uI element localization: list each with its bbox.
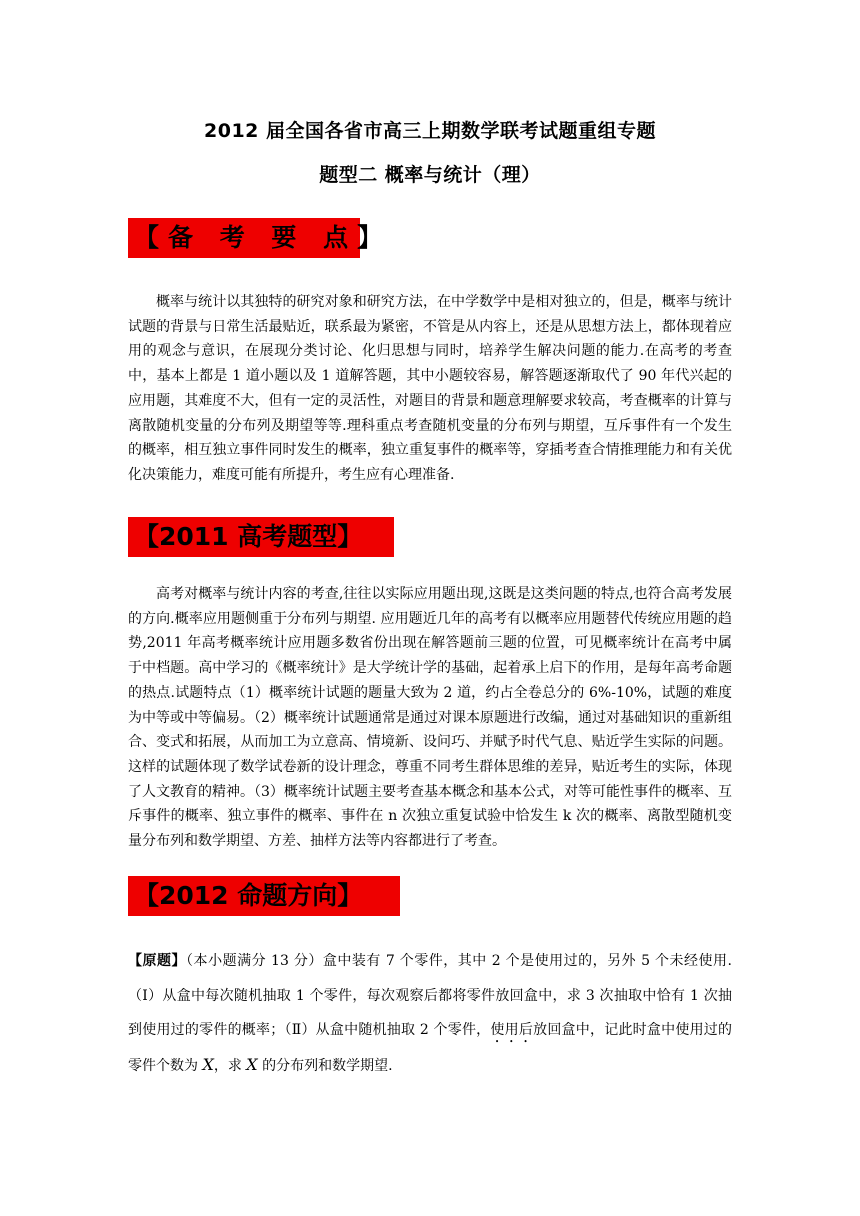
problem-text-part1: （本小题满分 13 分）盒中装有 7 个零件，其中 2 个是使用过的，另外 5 个未经使用.（Ⅰ）从盒中每次随机抽取 1 个零件，每次观察后都将零件放回盒中，求 3 次抽取中恰有 1 次抽到使用过的零件的概率；（Ⅱ）从盒中随机抽取 2 个零件，	[128, 953, 733, 1039]
document-subtitle: 题型二 概率与统计（理）	[319, 164, 541, 186]
problem-text-part4: 的分布列和数学期望.	[257, 1057, 393, 1074]
exam-type-paragraph: 高考对概率与统计内容的考查,往往以实际应用题出现,这既是这类问题的特点,也符合高考发展的方向.概率应用题侧重于分布列与期望. 应用题近几年的高考有以概率应用题替代传统应用题的趋势,2011 年高考概率统计应用题多数省份出现在解答题前三题的位置，可见概率统计在高考中属于中档题。高中学习的《概率统计》是大学统计学的基础，起着承上启下的作用，是每年高考命题的热点.试题特点（1）概率统计试题的题量大致为 2 道，约占全卷总分的 6%-10%，试题的难度为中等或中等偏易。（2）概率统计试题通常是通过对课本原题进行改编，通过对基础知识的重新组合、变式和拓展，从而加工为立意高、情境新、设问巧、并赋予时代气息、贴近学生实际的问题。这样的试题体现了数学试卷新的设计理念，尊重不同考生群体思维的差异，贴近考生的实际，体现了人文教育的精神。（3）概率统计试题主要考查基本概念和基本公式，对等可能性事件的概率、互斥事件的概率、独立事件的概率、事件在 n 次独立重复试验中恰发生 k 次的概率、离散型随机变量分布列和数学期望、方差、抽样方法等内容都进行了考查。	[128, 586, 732, 850]
random-variable-x: X	[202, 1054, 214, 1074]
section-heading-key-points: 【备 考 要 点】	[128, 218, 360, 258]
section-heading-2012-direction: 【2012 命题方向】	[128, 876, 400, 916]
document-title: 2012 届全国各省市高三上期数学联考试题重组专题	[204, 120, 656, 142]
original-problem	[128, 944, 732, 1083]
section-heading-2011-exam-type: 【2011 高考题型】	[128, 517, 394, 557]
problem-text-part2: 放回盒中，记此时盒中使用过的零件个数为	[128, 1022, 733, 1074]
problem-lead-label: 【原题】	[128, 953, 187, 969]
problem-emphasis: 使用后	[490, 1022, 534, 1039]
key-points-paragraph: 概率与统计以其独特的研究对象和研究方法，在中学数学中是相对独立的，但是，概率与统计试题的背景与日常生活最贴近，联系最为紧密，不管是从内容上，还是从思想方法上，都体现着应用的观念与意识，在展现分类讨论、化归思想与同时，培养学生解决问题的能力.在高考的考查中，基本上都是 1 道小题以及 1 道解答题，其中小题较容易，解答题逐渐取代了 90 年代兴起的应用题，其难度不大，但有一定的灵活性，对题目的背景和题意理解要求较高，考查概率的计算与离散随机变量的分布列及期望等等.理科重点考查随机变量的分布列与期望，互斥事件有一个发生的概率，相互独立事件同时发生的概率，独立重复事件的概率等，穿插考查合情推理能力和有关优化决策能力，难度可能有所提升，考生应有心理准备.	[128, 294, 732, 483]
problem-text-part3: ，求	[213, 1057, 247, 1074]
random-variable-x-2: X	[246, 1054, 258, 1074]
